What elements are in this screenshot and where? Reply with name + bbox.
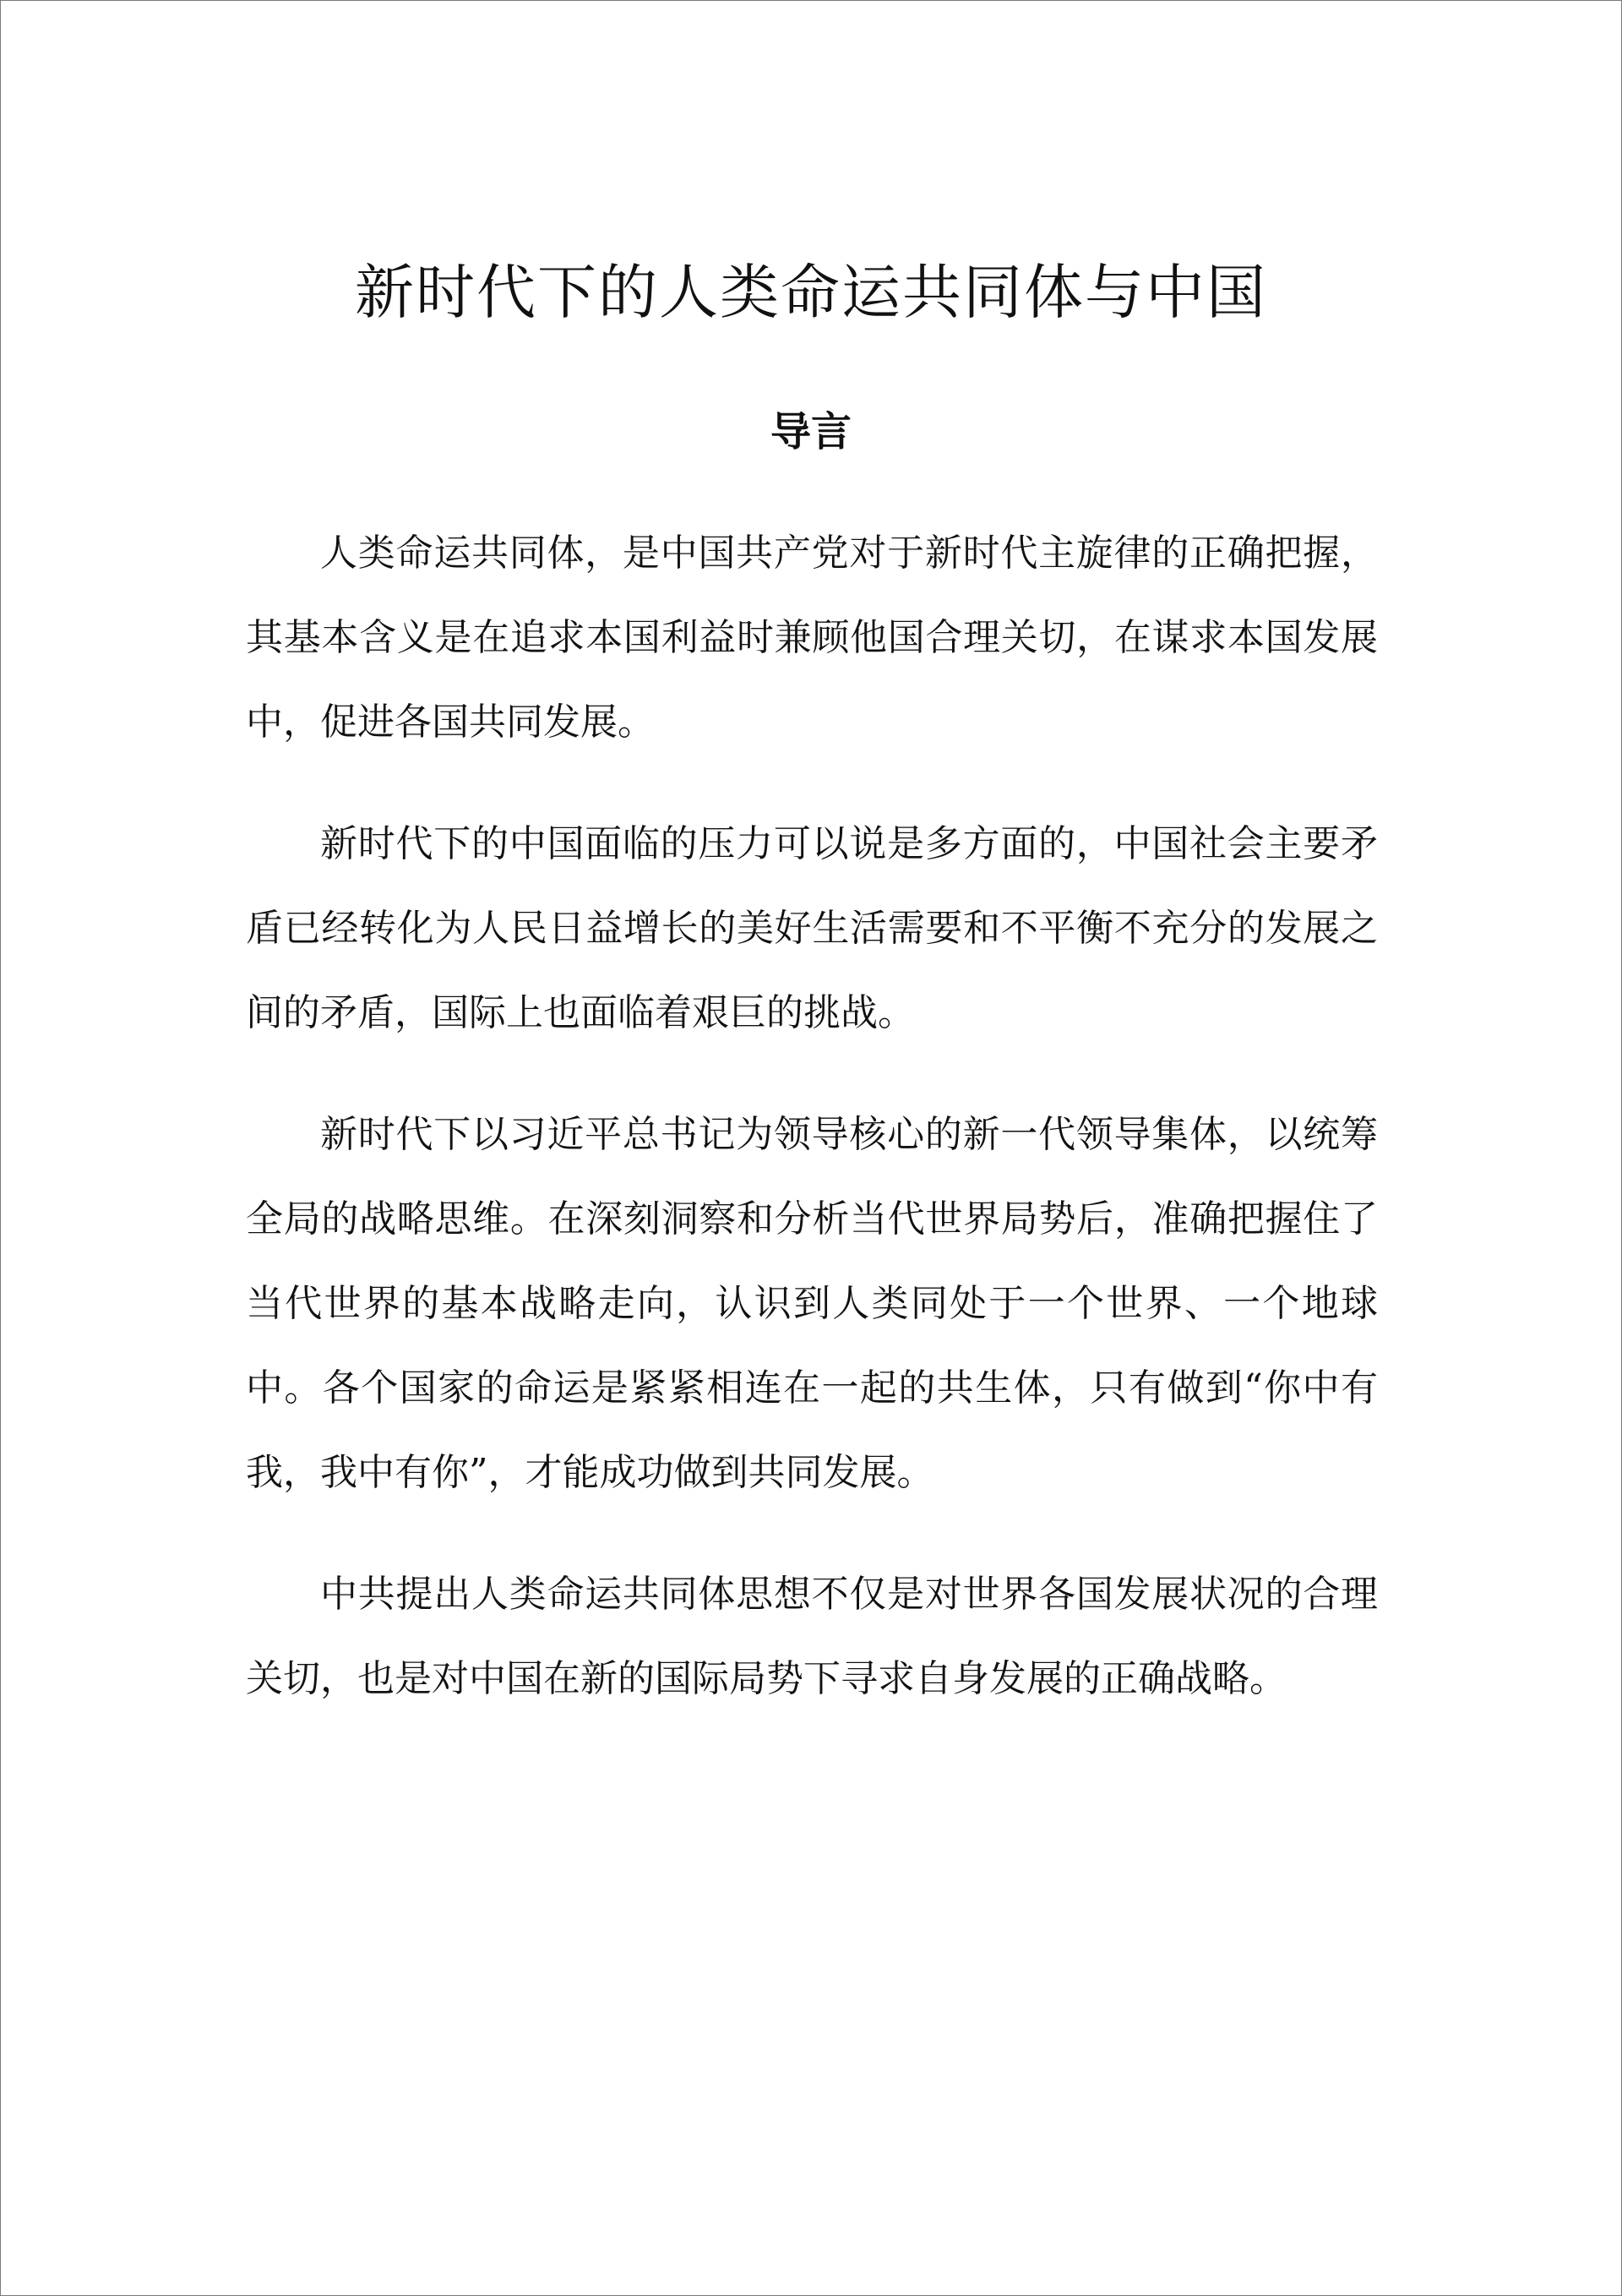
section-heading: 导言: [770, 408, 852, 455]
paragraph-2: 新时代下的中国面临的压力可以说是多方面的，中国社会主要矛盾已经转化为人民日益增长的美好生活需要和不平衡不充分的发展之间的矛盾，国际上也面临着艰巨的挑战。: [246, 822, 1378, 1034]
paragraph-1: 人类命运共同体，是中国共产党对于新时代主旋律的正确把握，其基本含义是在追求本国利益时兼顾他国合理关切，在谋求本国发展中，促进各国共同发展。: [246, 532, 1378, 744]
document-body: [246, 511, 1378, 1759]
paragraph-4: 中共提出人类命运共同体思想不仅是对世界各国发展状况的合理关切，也是对中国在新的国际局势下寻求自身发展的正确战略。: [246, 1573, 1378, 1700]
paragraph-3: 新时代下以习近平总书记为领导核心的新一代领导集体，以统筹全局的战略思维。在深刻洞察和分析当代世界局势后，准确把握住了当代世界的基本战略走向，认识到人类同处于一个世界、一个地球中。各个国家的命运是紧紧相连在一起的共生体，只有做到“你中有我，我中有你”，才能成功做到共同发展。: [246, 1113, 1378, 1494]
document-title: 新时代下的人类命运共同体与中国: [355, 258, 1267, 327]
